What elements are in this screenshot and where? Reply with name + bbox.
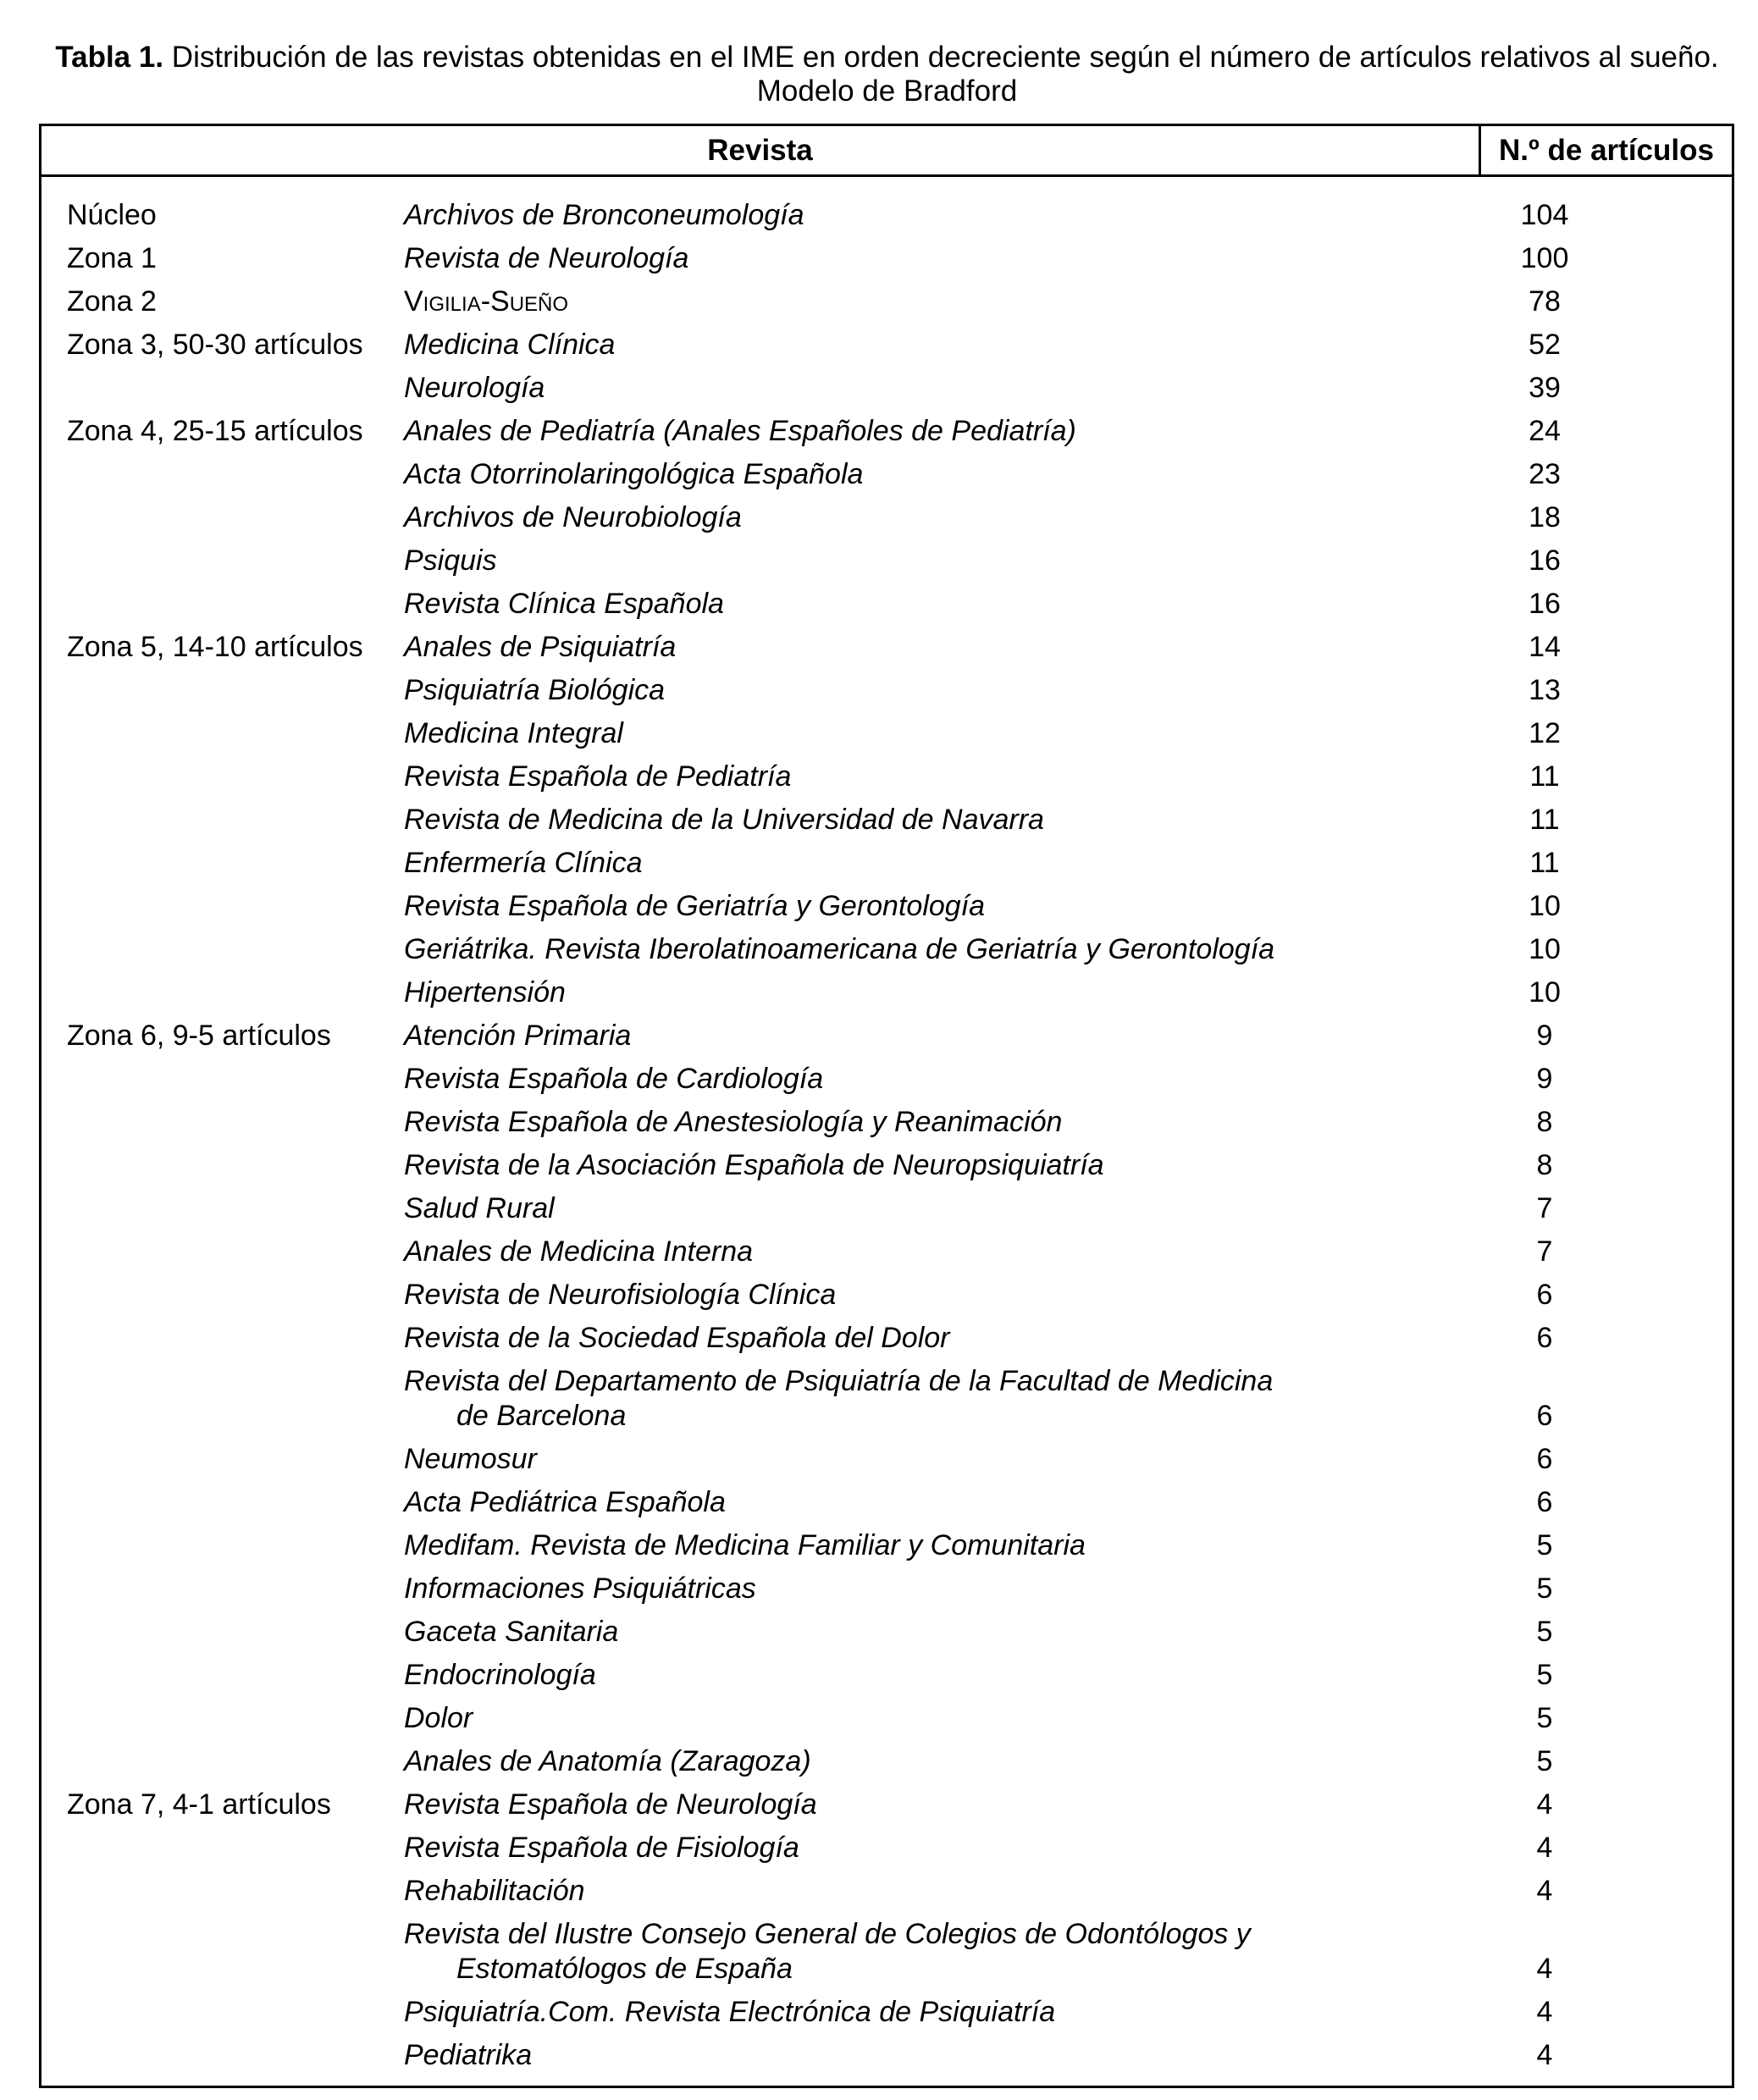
table-row xyxy=(41,280,1732,323)
count-cell: 104 xyxy=(1520,199,1569,231)
table-row xyxy=(41,1058,1732,1101)
table-row xyxy=(41,1870,1732,1913)
journal-cell: Enfermería Clínica xyxy=(404,847,643,879)
table-row xyxy=(41,1144,1732,1187)
table-row xyxy=(41,1360,1732,1438)
zone-cell: Zona 4, 25-15 artículos xyxy=(67,415,363,447)
journal-cell: Anales de Pediatría (Anales Españoles de Pediatría) xyxy=(404,415,1076,447)
count-cell: 6 xyxy=(1536,1322,1553,1354)
count-cell: 5 xyxy=(1536,1659,1553,1691)
count-cell: 16 xyxy=(1529,588,1561,620)
table-row xyxy=(41,1697,1732,1740)
count-cell: 4 xyxy=(1536,2039,1553,2071)
count-cell: 4 xyxy=(1536,1788,1553,1821)
journal-cell: Revista de Medicina de la Universidad de Navarra xyxy=(404,804,1044,836)
table-body xyxy=(41,194,1732,2077)
zone-cell: Zona 1 xyxy=(67,242,157,274)
zone-cell: Núcleo xyxy=(67,199,157,231)
table-row xyxy=(41,1611,1732,1654)
zone-cell: Zona 3, 50-30 artículos xyxy=(67,329,363,361)
journal-cell: Medifam. Revista de Medicina Familiar y Comunitaria xyxy=(404,1529,1086,1561)
journal-cell: Acta Pediátrica Española xyxy=(404,1486,726,1518)
table-row xyxy=(41,928,1732,971)
journal-table xyxy=(39,124,1734,2088)
journal-cell: Informaciones Psiquiátricas xyxy=(404,1572,756,1605)
count-cell: 10 xyxy=(1529,890,1561,922)
table-row xyxy=(41,367,1732,410)
count-cell: 8 xyxy=(1536,1149,1553,1181)
table-row xyxy=(41,453,1732,496)
journal-cell: Atención Primaria xyxy=(404,1020,632,1052)
count-cell: 6 xyxy=(1536,1486,1553,1518)
count-cell: 78 xyxy=(1529,285,1561,318)
journal-cell: Archivos de Neurobiología xyxy=(404,501,742,533)
table-row xyxy=(41,1913,1732,1991)
journal-cell: Psiquiatría.Com. Revista Electrónica de Psiquiatría xyxy=(404,1996,1056,2028)
journal-cell: Acta Otorrinolaringológica Española xyxy=(404,458,864,490)
count-cell: 18 xyxy=(1529,501,1561,533)
journal-cell: Revista Española de Cardiología xyxy=(404,1063,824,1095)
table-row xyxy=(41,1230,1732,1274)
count-cell: 4 xyxy=(1536,1953,1553,1985)
journal-cell: Revista Clínica Española xyxy=(404,588,724,620)
table-row xyxy=(41,626,1732,669)
table-row xyxy=(41,1654,1732,1697)
table-row xyxy=(41,755,1732,799)
count-cell: 4 xyxy=(1536,1832,1553,1864)
count-cell: 4 xyxy=(1536,1875,1553,1907)
journal-cell: Neurología xyxy=(404,372,545,404)
count-cell: 52 xyxy=(1529,329,1561,361)
zone-cell: Zona 2 xyxy=(67,285,157,318)
journal-cell: Dolor xyxy=(404,1702,473,1734)
count-cell: 13 xyxy=(1529,674,1561,706)
journal-cell: Medicina Integral xyxy=(404,717,623,749)
table-row xyxy=(41,1567,1732,1611)
journal-cell: Geriátrika. Revista Iberolatinoamericana de Geriatría y Gerontología xyxy=(404,933,1275,965)
count-cell: 8 xyxy=(1536,1106,1553,1138)
count-cell: 7 xyxy=(1536,1235,1553,1268)
table-row xyxy=(41,712,1732,755)
table-row xyxy=(41,194,1732,237)
count-cell: 6 xyxy=(1536,1279,1553,1311)
journal-cell: Revista de Neurología xyxy=(404,242,689,274)
table-row xyxy=(41,669,1732,712)
table-row xyxy=(41,799,1732,842)
table-row xyxy=(41,539,1732,583)
count-cell: 6 xyxy=(1536,1400,1553,1432)
header-count: N.º de artículos xyxy=(1499,134,1714,167)
zone-cell: Zona 6, 9-5 artículos xyxy=(67,1020,331,1052)
table-row xyxy=(41,1014,1732,1058)
zone-cell: Zona 7, 4-1 artículos xyxy=(67,1788,331,1821)
journal-cell: Psiquis xyxy=(404,544,497,577)
count-cell: 11 xyxy=(1529,804,1560,836)
journal-cell: Rehabilitación xyxy=(404,1875,585,1907)
count-cell: 100 xyxy=(1520,242,1569,274)
caption-text: Distribución de las revistas obtenidas en el IME en orden decreciente según el número de artículos relativos al sueño. Modelo de Bradford xyxy=(171,41,1719,108)
journal-cell: Revista de Neurofisiología Clínica xyxy=(404,1279,837,1311)
journal-cell: Revista de la Asociación Española de Neuropsiquiatría xyxy=(404,1149,1104,1181)
table-row xyxy=(41,1740,1732,1783)
table-row xyxy=(41,1826,1732,1870)
journal-cell: Revista Española de Pediatría xyxy=(404,760,792,793)
journal-cell: Neumosur xyxy=(404,1443,537,1475)
table-row xyxy=(41,1317,1732,1360)
table-row xyxy=(41,1438,1732,1481)
journal-cell: Anales de Anatomía (Zaragoza) xyxy=(404,1745,811,1777)
table-row xyxy=(41,1481,1732,1524)
journal-cell: Anales de Psiquiatría xyxy=(404,631,677,663)
header-revista: Revista xyxy=(41,126,1481,174)
journal-cell: Revista de la Sociedad Española del Dolor xyxy=(404,1322,950,1354)
table-row xyxy=(41,1187,1732,1230)
count-cell: 10 xyxy=(1529,933,1561,965)
count-cell: 5 xyxy=(1536,1616,1553,1648)
zone-cell: Zona 5, 14-10 artículos xyxy=(67,631,363,663)
table-row xyxy=(41,1274,1732,1317)
table-row xyxy=(41,237,1732,280)
count-cell: 5 xyxy=(1536,1529,1553,1561)
count-cell: 5 xyxy=(1536,1702,1553,1734)
table-row xyxy=(41,496,1732,539)
count-cell: 6 xyxy=(1536,1443,1553,1475)
table-row xyxy=(41,323,1732,367)
table-row xyxy=(41,2034,1732,2077)
count-cell: 5 xyxy=(1536,1572,1553,1605)
count-cell: 7 xyxy=(1536,1192,1553,1224)
table-row xyxy=(41,842,1732,885)
count-cell: 39 xyxy=(1529,372,1561,404)
table-row xyxy=(41,410,1732,453)
journal-cell: Psiquiatría Biológica xyxy=(404,674,666,706)
journal-cell: Revista Española de Anestesiología y Reanimación xyxy=(404,1106,1063,1138)
journal-cell: Salud Rural xyxy=(404,1192,555,1224)
count-cell: 10 xyxy=(1529,976,1561,1009)
table-caption xyxy=(51,41,1723,108)
table-row xyxy=(41,1991,1732,2034)
count-cell: 12 xyxy=(1529,717,1561,749)
table-header xyxy=(41,126,1732,177)
table-row xyxy=(41,1101,1732,1144)
caption-label: Tabla 1. xyxy=(55,41,164,74)
count-cell: 14 xyxy=(1529,631,1561,663)
count-cell: 11 xyxy=(1529,760,1560,793)
count-cell: 24 xyxy=(1529,415,1561,447)
journal-cell: Revista Española de Fisiología xyxy=(404,1832,799,1864)
journal-cell: Revista Española de Neurología xyxy=(404,1788,817,1821)
count-cell: 4 xyxy=(1536,1996,1553,2028)
count-cell: 9 xyxy=(1536,1020,1553,1052)
journal-cell: Gaceta Sanitaria xyxy=(404,1616,619,1648)
count-cell: 16 xyxy=(1529,544,1561,577)
table-row xyxy=(41,1524,1732,1567)
journal-cell: Medicina Clínica xyxy=(404,329,616,361)
journal-cell: Vigilia-Sueño xyxy=(404,285,569,318)
journal-cell: Revista Española de Geriatría y Gerontología xyxy=(404,890,986,922)
journal-cell: Pediatrika xyxy=(404,2039,533,2071)
journal-cell: Revista del Ilustre Consejo General de Colegios de Odontólogos y Estomatólogos de España xyxy=(404,1918,1251,1985)
journal-cell: Hipertensión xyxy=(404,976,566,1009)
journal-cell: Endocrinología xyxy=(404,1659,596,1691)
table-row xyxy=(41,1783,1732,1826)
count-cell: 9 xyxy=(1536,1063,1553,1095)
table-row xyxy=(41,885,1732,928)
count-cell: 11 xyxy=(1529,847,1560,879)
table-row xyxy=(41,971,1732,1014)
count-cell: 5 xyxy=(1536,1745,1553,1777)
journal-cell: Revista del Departamento de Psiquiatría de la Facultad de Medicina de Barcelona xyxy=(404,1365,1274,1432)
count-cell: 23 xyxy=(1529,458,1561,490)
table-row xyxy=(41,583,1732,626)
journal-cell: Anales de Medicina Interna xyxy=(404,1235,754,1268)
journal-cell: Archivos de Bronconeumología xyxy=(404,199,804,231)
